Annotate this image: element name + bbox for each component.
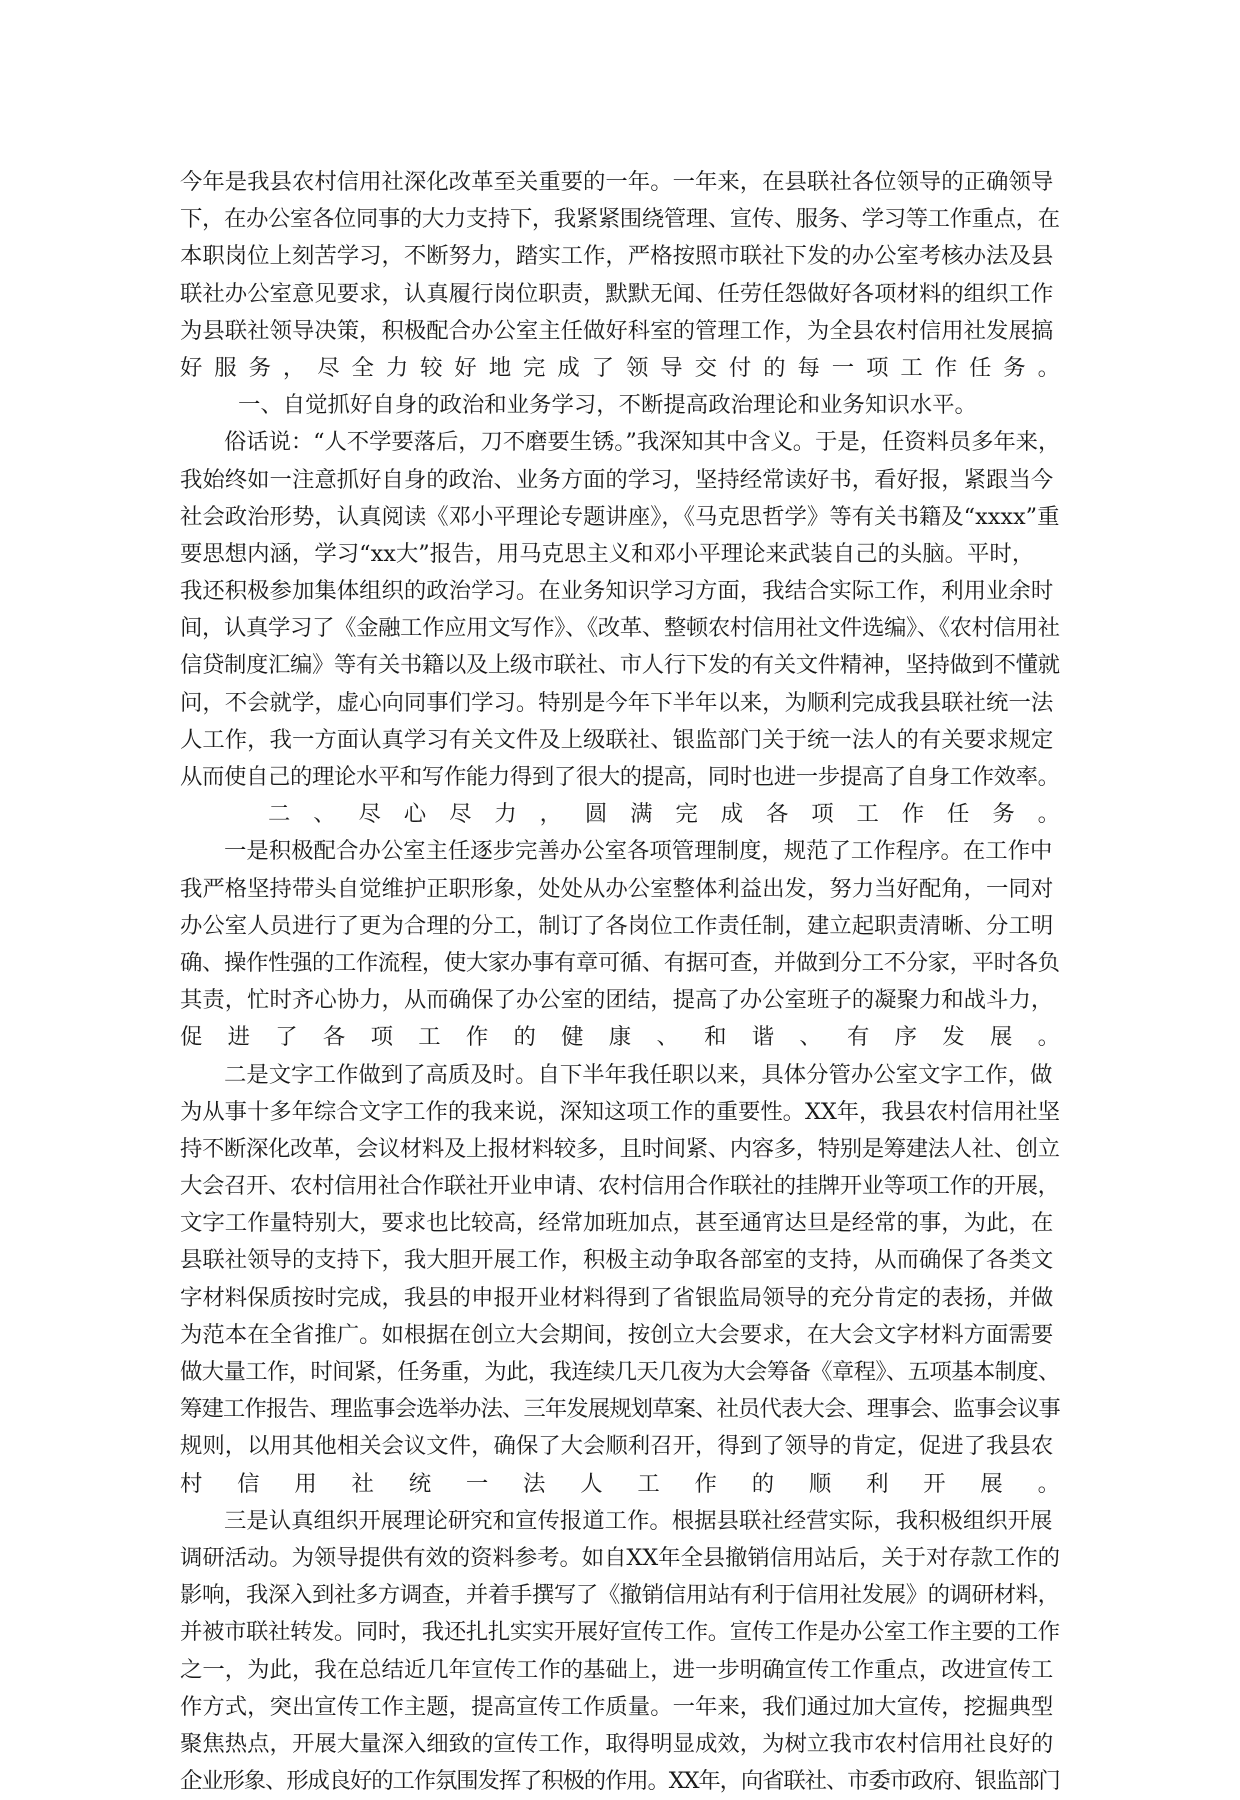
body-text-line: 间，认真学习了《金融工作应用文写作》、《改革、整顿农村信用社文件选编》、《农村信用社 [180, 615, 1060, 642]
body-text-line: 人工作，我一方面认真学习有关文件及上级联社、银监部门关于统一法人的有关要求规定 [180, 726, 1054, 753]
body-text-line: 确、操作性强的工作流程，使大家办事有章可循、有据可查，并做到分工不分家，平时各负 [180, 949, 1060, 976]
section-heading: 一、自觉抓好自身的政治和业务学习，不断提高政治理论和业务知识水平。 [238, 392, 977, 419]
body-text-line: 其责，忙时齐心协力，从而确保了办公室的团结，提高了办公室班子的凝聚力和战斗力， [180, 987, 1054, 1014]
body-text-line: 我始终如一注意抓好自身的政治、业务方面的学习，坚持经常读好书，看好报，紧跟当今 [180, 466, 1054, 493]
body-text-line: 本职岗位上刻苦学习，不断努力，踏实工作，严格按照市联社下发的办公室考核办法及县 [180, 243, 1054, 270]
body-text-line: 社会政治形势，认真阅读《邓小平理论专题讲座》，《马克思哲学》等有关书籍及“xxxx”重 [180, 503, 1060, 530]
body-text-line: 作方式，突出宣传工作主题，提高宣传工作质量。一年来，我们通过加大宣传，挖掘典型 [180, 1693, 1054, 1720]
body-text-line: 为从事十多年综合文字工作的我来说，深知这项工作的重要性。XX年，我县农村信用社坚 [180, 1098, 1060, 1125]
body-text-line: 下，在办公室各位同事的大力支持下，我紧紧围绕管理、宣传、服务、学习等工作重点，在 [180, 206, 1060, 233]
body-text-line: 筹建工作报告、理监事会选举办法、三年发展规划草案、社员代表大会、理事会、监事会议事 [180, 1396, 1060, 1423]
body-text-line: 俗话说：“人不学要落后，刀不磨要生锈。”我深知其中含义。于是，任资料员多年来， [224, 429, 1061, 456]
body-text-line: 字材料保质按时完成，我县的申报开业材料得到了省银监局领导的充分肯定的表扬，并做 [180, 1284, 1054, 1311]
body-text-line: 企业形象、形成良好的工作氛围发挥了积极的作用。XX年，向省联社、市委市政府、银监部门 [180, 1768, 1060, 1795]
body-text-line: 今年是我县农村信用社深化改革至关重要的一年。一年来，在县联社各位领导的正确领导 [180, 169, 1054, 195]
body-text-line: 一是积极配合办公室主任逐步完善办公室各项管理制度，规范了工作程序。在工作中 [224, 838, 1053, 865]
body-text-line: 促 进 了 各 项 工 作 的 健 康 、 和 谐 、 有 序 发 展 。 [180, 1024, 1060, 1051]
body-text-line: 我还积极参加集体组织的政治学习。在业务知识学习方面，我结合实际工作，利用业余时 [180, 578, 1054, 605]
body-text-line: 从而使自己的理论水平和写作能力得到了很大的提高，同时也进一步提高了自身工作效率。 [180, 764, 1060, 790]
body-text-line: 调研活动。为领导提供有效的资料参考。如自XX年全县撤销信用站后，关于对存款工作的 [180, 1544, 1060, 1571]
body-text-line: 大会召开、农村信用社合作联社开业申请、农村信用合作联社的挂牌开业等项工作的开展， [180, 1173, 1060, 1200]
body-text-line: 二是文字工作做到了高质及时。自下半年我任职以来，具体分管办公室文字工作，做 [224, 1061, 1053, 1088]
body-text-line: 做大量工作，时间紧，任务重，为此，我连续几天几夜为大会筹备《章程》、五项基本制度、 [180, 1359, 1060, 1385]
body-text-line: 影响，我深入到社多方调查，并着手撰写了《撤销信用站有利于信用社发展》的调研材料， [180, 1582, 1060, 1609]
body-text-line: 并被市联社转发。同时，我还扎扎实实开展好宣传工作。宣传工作是办公室工作主要的工作 [180, 1619, 1060, 1646]
body-text-line: 文字工作量特别大，要求也比较高，经常加班加点，甚至通宵达旦是经常的事，为此，在 [180, 1210, 1054, 1237]
body-text-line: 信贷制度汇编》等有关书籍以及上级市联社、市人行下发的有关文件精神，坚持做到不懂就 [180, 652, 1060, 679]
document-body [180, 164, 1060, 1800]
body-text-line: 持不断深化改革，会议材料及上报材料较多，且时间紧、内容多，特别是筹建法人社、创立 [180, 1135, 1060, 1162]
body-text-line: 联社办公室意见要求，认真履行岗位职责，默默无闻、任劳任怨做好各项材料的组织工作 [180, 280, 1054, 307]
section-heading: 二 、 尽 心 尽 力 ， 圆 满 完 成 各 项 工 作 任 务 。 [268, 801, 1060, 828]
body-text-line: 好 服 务 ， 尽 全 力 较 好 地 完 成 了 领 导 交 付 的 每 一 项 工 作 任 务 。 [180, 354, 1060, 381]
body-text-line: 聚焦热点，开展大量深入细致的宣传工作，取得明显成效，为树立我市农村信用社良好的 [180, 1730, 1054, 1757]
body-text-line: 规则，以用其他相关会议文件，确保了大会顺利召开，得到了领导的肯定，促进了我县农 [180, 1433, 1054, 1460]
body-text-line: 为范本在全省推广。如根据在创立大会期间，按创立大会要求，在大会文字材料方面需要 [180, 1321, 1054, 1348]
body-text-line: 三是认真组织开展理论研究和宣传报道工作。根据县联社经营实际，我积极组织开展 [224, 1507, 1053, 1534]
body-text-line: 之一，为此，我在总结近几年宣传工作的基础上，进一步明确宣传工作重点，改进宣传工 [180, 1656, 1054, 1683]
body-text-line: 办公室人员进行了更为合理的分工，制订了各岗位工作责任制，建立起职责清晰、分工明 [180, 912, 1054, 939]
body-text-line: 我严格坚持带头自觉维护正职形象，处处从办公室整体利益出发，努力当好配角，一同对 [180, 875, 1054, 902]
body-text-line: 县联社领导的支持下，我大胆开展工作，积极主动争取各部室的支持，从而确保了各类文 [180, 1247, 1054, 1274]
body-text-line: 为县联社领导决策，积极配合办公室主任做好科室的管理工作，为全县农村信用社发展搞 [180, 317, 1054, 344]
body-text-line: 村 信 用 社 统 一 法 人 工 作 的 顺 利 开 展 。 [180, 1470, 1060, 1497]
body-text-line: 问，不会就学，虚心向同事们学习。特别是今年下半年以来，为顺利完成我县联社统一法 [180, 689, 1054, 716]
body-text-line: 要思想内涵，学习“xx大”报告，用马克思主义和邓小平理论来武装自己的头脑。平时， [180, 540, 1035, 567]
